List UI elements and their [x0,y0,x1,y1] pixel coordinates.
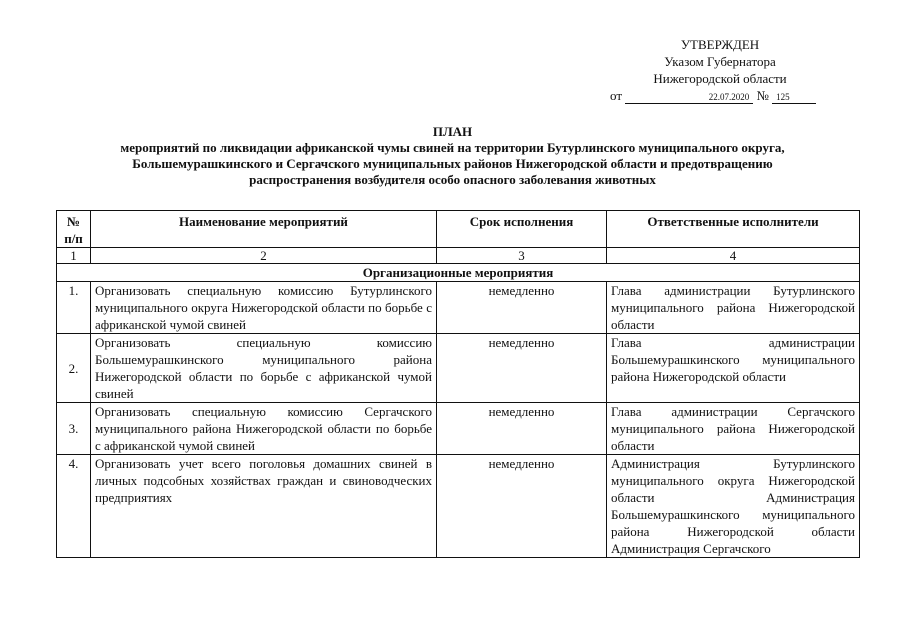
row-num: 2. [57,334,91,403]
approval-decree: Указом Губернатора [664,54,776,69]
section-title: Организационные мероприятия [57,264,860,282]
approval-block [600,36,840,104]
row-name: Организовать специальную комиссию Бутурлинского муниципального округа Нижегородской области по борьбе с африканской чумой свиней [91,282,437,334]
table-row [57,403,860,455]
col-number-3: 3 [437,248,607,264]
title-line-1: мероприятий по ликвидации африканской чумы свиней на территории Бутурлинского муниципального округа, [120,140,785,155]
approval-region: Нижегородской области [653,71,787,86]
row-term: немедленно [437,403,607,455]
approval-date-line [610,87,840,104]
row-resp: Глава администрации Бутурлинского муниципального района Нижегородской области [607,282,860,334]
approval-number: 125 [772,91,816,104]
header-num: № п/п [57,211,91,248]
approval-date: 22.07.2020 [625,91,753,104]
approval-status: УТВЕРЖДЕН [680,37,760,52]
title-heading: ПЛАН [432,124,473,139]
header-term: Срок исполнения [437,211,607,248]
table-row [57,455,860,558]
row-num: 1. [57,282,91,334]
col-number-4: 4 [607,248,860,264]
row-term: немедленно [437,455,607,558]
table-row [57,282,860,334]
row-resp: Глава администрации Большемурашкинского муниципального района Нижегородской области [607,334,860,403]
approval-number-label: № [756,88,769,103]
row-term: немедленно [437,334,607,403]
title-line-2: Большемурашкинского и Сергачского муниципальных районов Нижегородской области и предотвращению [132,156,773,171]
section-row [57,264,860,282]
row-resp: Администрация Бутурлинского муниципального округа Нижегородской области Администрация Большемурашкинского муниципального района Нижегородской области Администрация Сергачского [607,455,860,558]
row-term: немедленно [437,282,607,334]
table-row [57,334,860,403]
col-number-1: 1 [57,248,91,264]
plan-table [56,210,860,558]
header-resp: Ответственные исполнители [607,211,860,248]
title-line-3: распространения возбудителя особо опасного заболевания животных [249,172,656,187]
document-title [50,124,855,188]
row-resp: Глава администрации Сергачского муниципального района Нижегородской области [607,403,860,455]
row-name: Организовать учет всего поголовья домашних свиней в личных подсобных хозяйствах граждан и свиноводческих предприятиях [91,455,437,558]
table-header-row [57,211,860,248]
row-name: Организовать специальную комиссию Большемурашкинского муниципального района Нижегородской области по борьбе с африканской чумой свиней [91,334,437,403]
col-number-2: 2 [91,248,437,264]
header-name: Наименование мероприятий [91,211,437,248]
row-name: Организовать специальную комиссию Сергачского муниципального района Нижегородской области по борьбе с африканской чумой свиней [91,403,437,455]
row-num: 3. [57,403,91,455]
column-numbers-row [57,248,860,264]
approval-from-label: от [610,88,623,103]
row-num: 4. [57,455,91,558]
